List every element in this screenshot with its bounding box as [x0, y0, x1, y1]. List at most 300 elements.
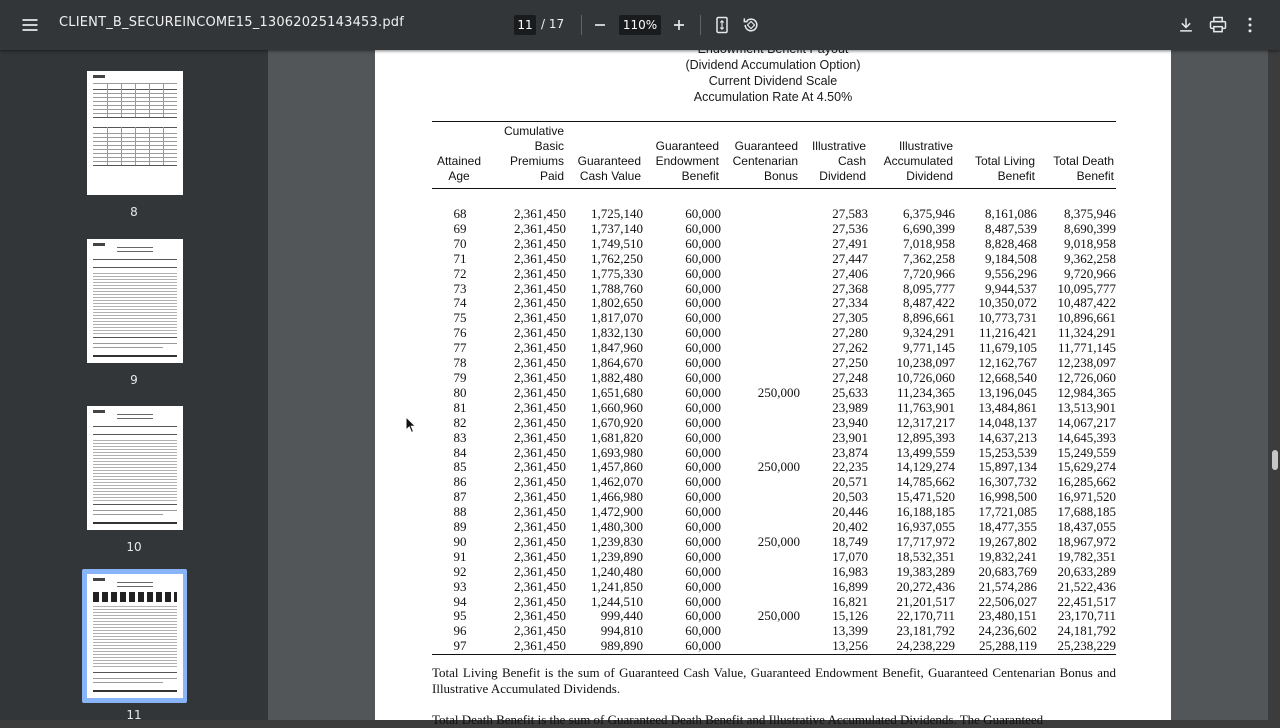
table-cell: 9,362,258: [1064, 250, 1116, 266]
table-cell: 13,196,045: [978, 384, 1037, 400]
table-cell: 72: [453, 265, 467, 281]
table-cell: 13,499,559: [896, 444, 955, 460]
table-cell: 1,660,960: [591, 399, 643, 415]
table-cell: 13,484,861: [978, 399, 1037, 415]
table-cell: 27,262: [832, 340, 868, 356]
rotate-icon[interactable]: [739, 13, 763, 37]
table-cell: 22,235: [832, 459, 868, 475]
mouse-cursor-icon: [405, 416, 417, 434]
table-cell: 20,272,436: [896, 578, 955, 594]
thumbnail-sidebar: [0, 50, 269, 720]
pdf-toolbar: [0, 0, 1280, 50]
table-cell: 60,000: [685, 265, 721, 281]
table-row: [432, 431, 1116, 446]
table-cell: 22,506,027: [978, 593, 1037, 609]
table-cell: [721, 475, 800, 490]
table-cell: 15,249,559: [1057, 444, 1116, 460]
table-row: [432, 446, 1116, 461]
table-cell: 27,406: [832, 265, 868, 281]
table-cell: 22,170,711: [896, 608, 955, 624]
table-cell: [721, 267, 800, 282]
table-cell: 999,440: [600, 608, 643, 624]
table-cell: 10,773,731: [978, 310, 1037, 326]
page-thumbnail[interactable]: [87, 71, 183, 195]
table-cell: 60,000: [685, 310, 721, 326]
table-spacer-row: [432, 189, 1116, 208]
table-row: [432, 624, 1116, 639]
table-cell: 989,890: [566, 639, 643, 654]
table-cell: 1,462,070: [591, 474, 643, 490]
table-cell: 60,000: [685, 355, 721, 371]
table-row: [432, 311, 1116, 326]
table-row: [432, 401, 1116, 416]
table-cell: [721, 416, 800, 431]
table-cell: 8,487,539: [985, 220, 1037, 236]
column-header: [721, 122, 800, 189]
table-cell: 1,681,820: [591, 429, 643, 445]
table-cell: 84: [453, 444, 467, 460]
table-cell: 60,000: [685, 399, 721, 415]
pdf-page: [375, 50, 1171, 727]
table-cell: 2,361,450: [514, 310, 566, 326]
scrollbar[interactable]: [1268, 50, 1280, 720]
table-cell: [721, 326, 800, 341]
table-cell: 2,361,450: [514, 593, 566, 609]
table-row: [432, 475, 1116, 490]
page-count: [541, 17, 564, 31]
table-cell: 8,161,086: [985, 206, 1037, 221]
table-cell: 11,771,145: [1057, 340, 1116, 356]
table-cell: 15,897,134: [978, 459, 1037, 475]
table-cell: 16,821: [832, 593, 868, 609]
table-cell: 25,288,119: [955, 639, 1037, 654]
toolbar-divider: [581, 15, 582, 35]
table-cell: 2,361,450: [514, 623, 566, 639]
table-cell: [721, 222, 800, 237]
table-cell: 12,162,767: [978, 355, 1037, 371]
table-cell: 8,828,468: [985, 235, 1037, 251]
plus-icon[interactable]: [667, 13, 691, 37]
column-header: [955, 122, 1037, 189]
table-cell: 60,000: [685, 369, 721, 385]
column-header: [432, 122, 488, 189]
table-cell: 60,000: [685, 206, 721, 221]
table-cell: 19,383,289: [896, 563, 955, 579]
table-cell: 16,285,662: [1057, 474, 1116, 490]
column-header: [800, 122, 868, 189]
table-cell: 22,451,517: [1057, 593, 1116, 609]
table-cell: 77: [453, 340, 467, 356]
table-cell: 60,000: [685, 444, 721, 460]
table-cell: 16,899: [832, 578, 868, 594]
table-row: [432, 595, 1116, 610]
table-cell: 1,775,330: [591, 265, 643, 281]
table-cell: 60,000: [685, 519, 721, 535]
column-header-label: Guaranteed Centenarian Bonus: [732, 139, 798, 183]
table-row: [432, 639, 1116, 654]
table-row: [432, 371, 1116, 386]
table-cell: 27,536: [832, 220, 868, 236]
footnote-living-benefit: Total Living Benefit is the sum of Guaranteed Cash Value, Guaranteed Endowment Benefit, Guaranteed Centenarian Bonus and Illustrative Accumulated Dividends.: [432, 665, 1116, 696]
table-cell: 1,762,250: [591, 250, 643, 266]
table-cell: [721, 550, 800, 565]
table-cell: 2,361,450: [514, 608, 566, 624]
table-cell: 2,361,450: [514, 220, 566, 236]
table-cell: 24,181,792: [1057, 623, 1116, 639]
table-cell: 60,000: [685, 474, 721, 490]
table-cell: 1,788,760: [591, 280, 643, 296]
table-cell: 60,000: [685, 533, 721, 549]
table-cell: 1,239,890: [591, 548, 643, 564]
table-cell: 10,726,060: [896, 369, 955, 385]
table-row: [432, 535, 1116, 550]
table-cell: 60,000: [685, 578, 721, 594]
table-cell: 17,717,972: [896, 533, 955, 549]
table-cell: 60,000: [685, 325, 721, 341]
table-cell: 21,522,436: [1057, 578, 1116, 594]
table-cell: 60,000: [685, 235, 721, 251]
table-cell: [721, 595, 800, 610]
table-cell: 2,361,450: [514, 474, 566, 490]
table-cell: 2,361,450: [514, 444, 566, 460]
table-cell: 9,944,537: [985, 280, 1037, 296]
table-cell: 14,048,137: [978, 414, 1037, 430]
column-header-label: Illustrative Cash Dividend: [811, 139, 866, 183]
table-cell: 78: [453, 355, 467, 371]
table-cell: 17,070: [832, 548, 868, 564]
print-icon[interactable]: [1206, 13, 1230, 37]
table-cell: 1,480,300: [591, 519, 643, 535]
table-cell: 1,882,480: [591, 369, 643, 385]
table-cell: 1,725,140: [591, 206, 643, 221]
table-cell: 27,305: [832, 310, 868, 326]
table-cell: 60,000: [685, 340, 721, 356]
table-cell: 13,513,901: [1057, 399, 1116, 415]
table-cell: [721, 252, 800, 267]
table-cell: 9,771,145: [903, 340, 955, 356]
table-cell: 60,000: [685, 220, 721, 236]
table-cell: 27,368: [832, 280, 868, 296]
table-cell: 60,000: [685, 280, 721, 296]
table-cell: 9,720,966: [1064, 265, 1116, 281]
table-cell: 15,471,520: [896, 489, 955, 505]
page-thumbnail-current[interactable]: [87, 574, 183, 698]
table-cell: 18,749: [832, 533, 868, 549]
table-header-row: [432, 122, 1116, 189]
table-cell: 19,832,241: [978, 548, 1037, 564]
table-cell: 1,239,830: [591, 533, 643, 549]
table-cell: 8,896,661: [903, 310, 955, 326]
table-cell: [721, 207, 800, 222]
download-icon[interactable]: [1174, 13, 1198, 37]
current-page-input[interactable]: 11: [514, 15, 536, 35]
table-cell: 60,000: [685, 384, 721, 400]
table-cell: 2,361,450: [514, 489, 566, 505]
table-row: [432, 416, 1116, 431]
table-cell: 60,000: [685, 414, 721, 430]
table-cell: 2,361,450: [514, 563, 566, 579]
table-cell: 94: [453, 593, 467, 609]
column-header: [1037, 122, 1116, 189]
table-cell: 2,361,450: [514, 206, 566, 221]
table-cell: 27,280: [832, 325, 868, 341]
column-header-label: Attained Age: [436, 154, 482, 183]
table-cell: 19,267,802: [978, 533, 1037, 549]
table-cell: 250,000: [757, 459, 800, 475]
table-cell: 60,000: [685, 548, 721, 564]
table-row: [432, 282, 1116, 297]
table-cell: 60,000: [685, 593, 721, 609]
table-cell: 2,361,450: [514, 355, 566, 371]
column-header-label: Guaranteed Endowment Benefit: [655, 139, 719, 183]
table-cell: 27,583: [832, 206, 868, 221]
table-cell: 23,940: [832, 414, 868, 430]
table-cell: [721, 520, 800, 535]
column-header: [488, 122, 566, 189]
table-cell: 11,234,365: [896, 384, 955, 400]
table-cell: 74: [453, 295, 467, 311]
table-cell: 10,487,422: [1057, 295, 1116, 311]
table-cell: 23,901: [832, 429, 868, 445]
page-separator: /: [541, 17, 546, 31]
minus-icon[interactable]: [588, 13, 612, 37]
table-cell: 79: [453, 369, 467, 385]
illustration-table: [432, 121, 1116, 655]
table-row: [432, 267, 1116, 282]
table-cell: 2,361,450: [514, 265, 566, 281]
table-cell: 13,256: [800, 639, 868, 654]
table-cell: 11,763,901: [896, 399, 955, 415]
page-thumbnail[interactable]: [87, 239, 183, 363]
table-row: [432, 609, 1116, 624]
table-cell: 1,651,680: [591, 384, 643, 400]
table-cell: 10,350,072: [978, 295, 1037, 311]
table-cell: 18,967,972: [1057, 533, 1116, 549]
thumbnail-label: 9: [130, 373, 138, 387]
table-row: [432, 550, 1116, 565]
table-cell: 23,989: [832, 399, 868, 415]
table-cell: 24,236,602: [978, 623, 1037, 639]
table-cell: 1,241,850: [591, 578, 643, 594]
table-cell: 97: [432, 639, 488, 654]
table-row: [432, 207, 1116, 222]
table-cell: 2,361,450: [514, 548, 566, 564]
table-cell: 96: [453, 623, 467, 639]
table-cell: 86: [453, 474, 467, 490]
table-cell: 8,690,399: [1064, 220, 1116, 236]
table-cell: 1,466,980: [591, 489, 643, 505]
table-cell: 93: [453, 578, 467, 594]
table-cell: 8,375,946: [1064, 206, 1116, 221]
table-cell: [721, 446, 800, 461]
table-cell: 1,240,480: [591, 563, 643, 579]
table-cell: 16,971,520: [1057, 489, 1116, 505]
table-cell: 7,720,966: [903, 265, 955, 281]
table-cell: 13,399: [832, 623, 868, 639]
table-cell: 88: [453, 504, 467, 520]
table-cell: [721, 296, 800, 311]
table-cell: 20,503: [832, 489, 868, 505]
table-cell: 23,181,792: [896, 623, 955, 639]
table-cell: [721, 341, 800, 356]
table-cell: 11,216,421: [978, 325, 1037, 341]
table-cell: 20,402: [832, 519, 868, 535]
table-cell: 80: [453, 384, 467, 400]
table-cell: 12,984,365: [1057, 384, 1116, 400]
table-cell: 14,785,662: [896, 474, 955, 490]
menu-icon[interactable]: [18, 13, 42, 37]
table-cell: [721, 371, 800, 386]
table-cell: 2,361,450: [514, 369, 566, 385]
table-cell: 17,688,185: [1057, 504, 1116, 520]
table-cell: 16,307,732: [978, 474, 1037, 490]
table-cell: 2,361,450: [514, 519, 566, 535]
table-cell: 2,361,450: [514, 399, 566, 415]
table-cell: 12,895,393: [896, 429, 955, 445]
table-cell: 1,737,140: [591, 220, 643, 236]
table-cell: 1,457,860: [591, 459, 643, 475]
scrollbar-thumb[interactable]: [1272, 450, 1278, 470]
table-cell: 27,447: [832, 250, 868, 266]
table-cell: 89: [453, 519, 467, 535]
table-cell: 21,201,517: [896, 593, 955, 609]
thumbnail-label: 10: [126, 540, 142, 554]
table-cell: 7,018,958: [903, 235, 955, 251]
table-cell: 23,480,151: [978, 608, 1037, 624]
table-heading-line: Current Dividend Scale: [708, 74, 838, 88]
footnote-death-benefit: Total Death Benefit is the sum of Guaranteed Death Benefit and Illustrative Accumulated Dividends. The Guaranteed: [432, 712, 1044, 727]
table-cell: 2,361,450: [514, 340, 566, 356]
table-cell: 60,000: [685, 504, 721, 520]
table-cell: 15,253,539: [978, 444, 1037, 460]
table-cell: 12,668,540: [978, 369, 1037, 385]
table-cell: 16,188,185: [896, 504, 955, 520]
table-cell: 10,238,097: [896, 355, 955, 371]
table-cell: 76: [453, 325, 467, 341]
table-cell: 91: [453, 548, 467, 564]
table-cell: 14,637,213: [978, 429, 1037, 445]
fit-page-icon[interactable]: [710, 13, 734, 37]
table-cell: 2,361,450: [514, 235, 566, 251]
table-row: [432, 326, 1116, 341]
table-cell: 10,896,661: [1057, 310, 1116, 326]
table-cell: 250,000: [757, 533, 800, 549]
table-cell: 2,361,450: [514, 578, 566, 594]
table-row: [432, 490, 1116, 505]
toolbar-divider: [700, 15, 701, 35]
table-cell: 18,437,055: [1057, 519, 1116, 535]
table-cell: 27,334: [832, 295, 868, 311]
more-vertical-icon[interactable]: [1238, 13, 1262, 37]
table-cell: [721, 505, 800, 520]
table-cell: 2,361,450: [514, 459, 566, 475]
table-cell: [721, 282, 800, 297]
table-cell: 16,937,055: [896, 519, 955, 535]
table-cell: 1,244,510: [591, 593, 643, 609]
table-cell: [721, 237, 800, 252]
table-row: [432, 580, 1116, 595]
table-row: [432, 520, 1116, 535]
column-header-label: Total Living Benefit: [974, 154, 1035, 183]
column-header: [566, 122, 643, 189]
table-cell: 27,491: [832, 235, 868, 251]
table-cell: 2,361,450: [514, 504, 566, 520]
table-cell: 70: [453, 235, 467, 251]
column-header: [643, 122, 721, 189]
table-cell: 2,361,450: [488, 639, 566, 654]
table-cell: 12,238,097: [1057, 355, 1116, 371]
table-cell: 1,847,960: [591, 340, 643, 356]
table-cell: 60,000: [685, 459, 721, 475]
table-cell: [721, 490, 800, 505]
table-cell: [721, 580, 800, 595]
table-cell: 1,693,980: [591, 444, 643, 460]
page-thumbnail[interactable]: [87, 406, 183, 530]
table-cell: 1,832,130: [591, 325, 643, 341]
document-title: CLIENT_B_SECUREINCOME15_13062025143453.pdf: [59, 15, 405, 30]
table-cell: 83: [453, 429, 467, 445]
table-cell: 12,317,217: [896, 414, 955, 430]
table-cell: 2,361,450: [514, 533, 566, 549]
table-cell: 17,721,085: [978, 504, 1037, 520]
table-cell: 60,000: [685, 429, 721, 445]
table-cell: 2,361,450: [514, 414, 566, 430]
document-viewer[interactable]: [268, 50, 1280, 727]
table-cell: 60,000: [685, 295, 721, 311]
table-row: [432, 386, 1116, 401]
table-cell: 6,375,946: [903, 206, 955, 221]
table-cell: 27,248: [832, 369, 868, 385]
total-pages: 17: [548, 17, 565, 31]
table-cell: 18,532,351: [896, 548, 955, 564]
table-cell: 9,556,296: [985, 265, 1037, 281]
table-cell: 1,864,670: [591, 355, 643, 371]
table-cell: 27,250: [832, 355, 868, 371]
table-cell: 7,362,258: [903, 250, 955, 266]
table-cell: 9,018,958: [1064, 235, 1116, 251]
table-cell: [721, 565, 800, 580]
table-cell: 95: [453, 608, 467, 624]
table-row: [432, 237, 1116, 252]
table-cell: 1,472,900: [591, 504, 643, 520]
table-cell: 10,095,777: [1057, 280, 1116, 296]
table-cell: 75: [453, 310, 467, 326]
table-cell: 23,170,711: [1057, 608, 1116, 624]
table-cell: 250,000: [757, 608, 800, 624]
table-cell: 60,000: [685, 489, 721, 505]
column-header-label: Total Death Benefit: [1053, 154, 1114, 183]
table-cell: 20,446: [832, 504, 868, 520]
table-cell: [721, 431, 800, 446]
table-cell: 2,361,450: [514, 295, 566, 311]
table-cell: 8,487,422: [903, 295, 955, 311]
thumbnail-label: 11: [126, 708, 142, 722]
table-cell: 11,679,105: [978, 340, 1037, 356]
table-cell: 2,361,450: [514, 280, 566, 296]
table-cell: 60,000: [685, 250, 721, 266]
table-row: [432, 341, 1116, 356]
table-cell: 15,629,274: [1057, 459, 1116, 475]
table-cell: 2,361,450: [514, 384, 566, 400]
table-row: [432, 296, 1116, 311]
zoom-input[interactable]: 110%: [619, 15, 661, 35]
table-cell: 85: [453, 459, 467, 475]
table-cell: 21,574,286: [978, 578, 1037, 594]
table-cell: [721, 639, 800, 654]
table-cell: 994,810: [600, 623, 643, 639]
table-cell: 71: [453, 250, 467, 266]
table-cell: 8,095,777: [903, 280, 955, 296]
